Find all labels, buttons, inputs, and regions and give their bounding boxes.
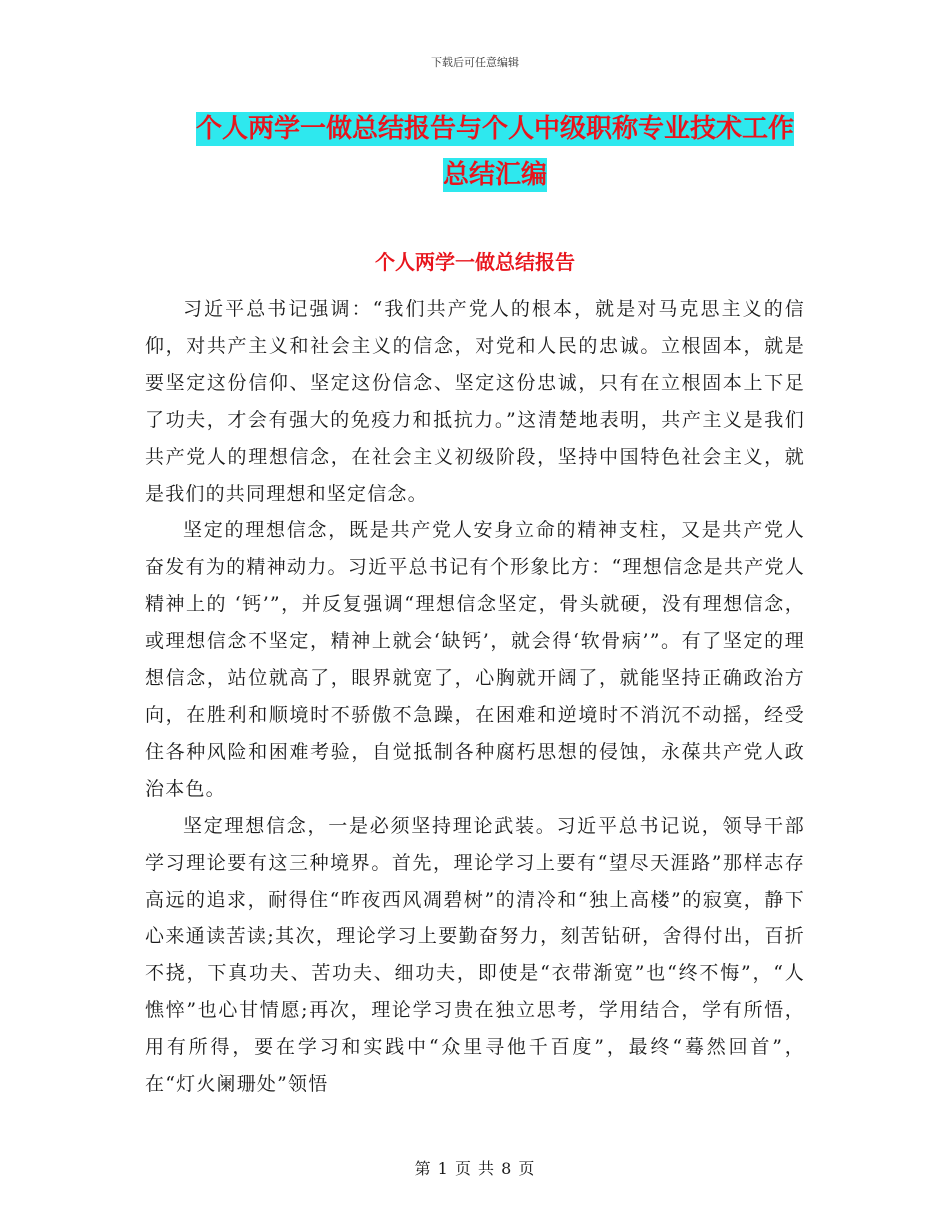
body-paragraph: 习近平总书记强调：“我们共产党人的根本，就是对马克思主义的信仰，对共产主义和社会主义的信念，对党和人民的忠诚。立根固本，就是要坚定这份信仰、坚定这份信念、坚定这份忠诚，只有在立根固本上下足了功夫，才会有强大的免疫力和抵抗力。”这清楚地表明，共产主义是我们共产党人的理想信念，在社会主义初级阶段，坚持中国特色社会主义，就是我们的共同理想和坚定信念。 <box>145 298 805 505</box>
document-title-line-1: 个人两学一做总结报告与个人中级职称专业技术工作 <box>195 114 794 144</box>
document-title <box>145 106 845 198</box>
document-title-line-2: 总结汇编 <box>442 160 547 190</box>
page-footer: 第 1 页 共 8 页 <box>414 1159 536 1178</box>
header-note: 下载后可任意编辑 <box>431 56 519 69</box>
section-title: 个人两学一做总结报告 <box>375 250 575 274</box>
document-body <box>145 291 805 1103</box>
body-paragraph: 坚定理想信念，一是必须坚持理论武装。习近平总书记说，领导干部学习理论要有这三种境界。首先，理论学习上要有“望尽天涯路”那样志存高远的追求，耐得住“昨夜西风凋碧树”的清冷和“独上高楼”的寂寞，静下心来通读苦读;其次，理论学习上要勤奋努力，刻苦钻研，舍得付出，百折不挠，下真功夫、苦功夫、细功夫，即使是“衣带渐宽”也“终不悔”，“人憔悴”也心甘情愿;再次，理论学习贵在独立思考，学用结合，学有所悟，用有所得，要在学习和实践中“众里寻他千百度”，最终“蓦然回首”，在“灯火阑珊处”领悟 <box>145 814 805 1096</box>
body-paragraph: 坚定的理想信念，既是共产党人安身立命的精神支柱，又是共产党人奋发有为的精神动力。习近平总书记有个形象比方：“理想信念是共产党人精神上的 ‘钙’”，并反复强调“理想信念坚定，骨头就硬，没有理想信念，或理想信念不坚定，精神上就会‘缺钙’，就会得‘软骨病’”。有了坚定的理想信念，站位就高了，眼界就宽了，心胸就开阔了，就能坚持正确政治方向，在胜利和顺境时不骄傲不急躁，在困难和逆境时不消沉不动摇，经受住各种风险和困难考验，自觉抵制各种腐朽思想的侵蚀，永葆共产党人政治本色。 <box>145 519 805 800</box>
